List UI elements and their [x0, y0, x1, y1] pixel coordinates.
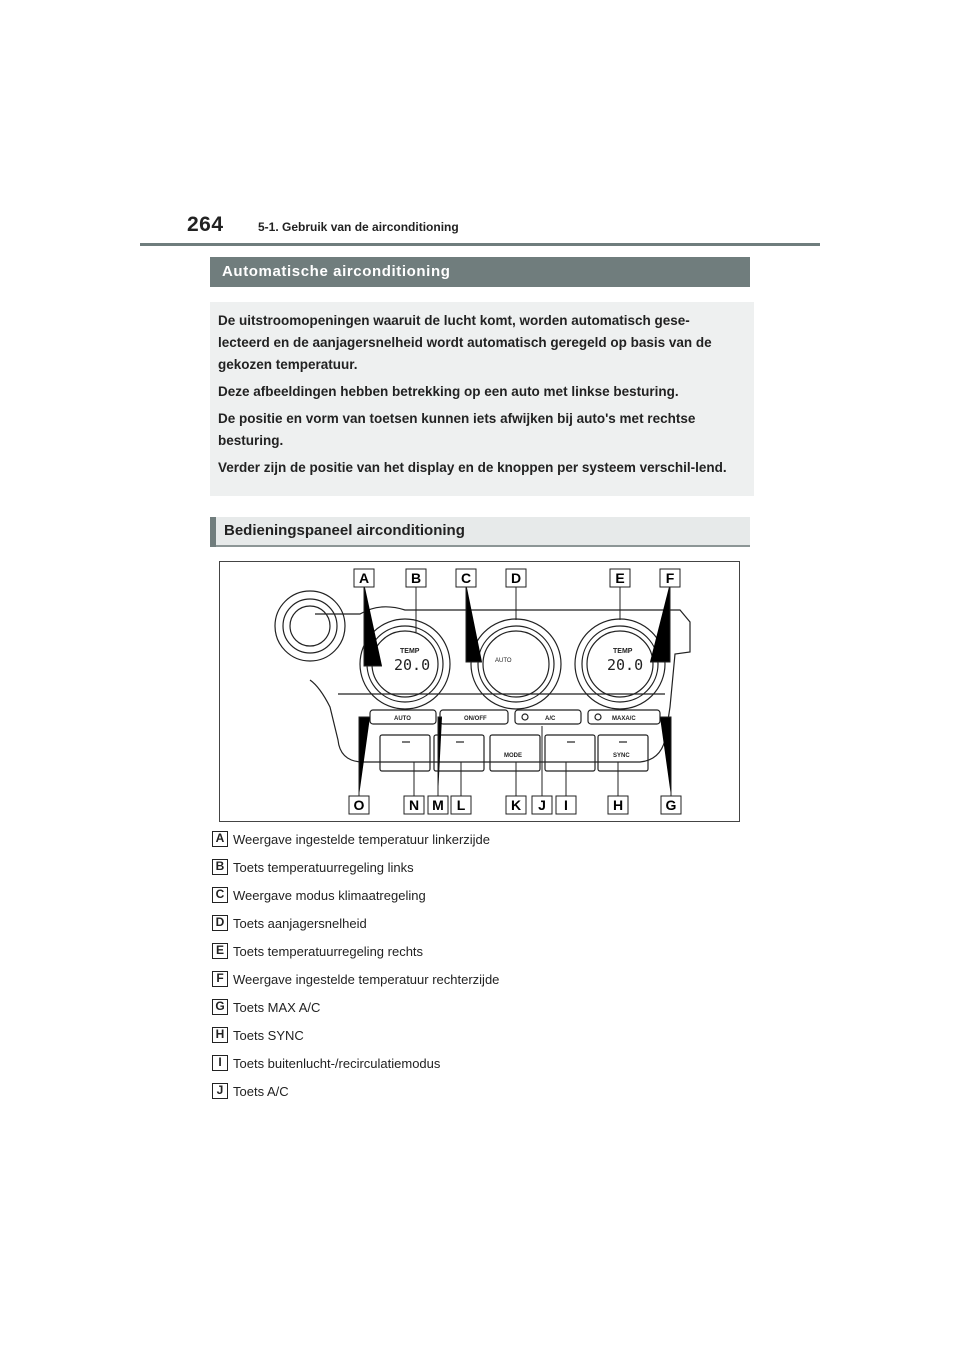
callout-K: K	[510, 797, 522, 813]
legend-letter: A	[212, 831, 228, 847]
auto-button-label: AUTO	[394, 716, 411, 722]
legend-text: Toets SYNC	[233, 1028, 304, 1043]
callout-N: N	[408, 797, 420, 813]
recirculation-button	[545, 735, 595, 771]
legend-letter: J	[212, 1083, 228, 1099]
callout-F: F	[665, 570, 675, 586]
heading-automatic-ac: Automatische airconditioning	[210, 257, 750, 287]
control-panel-illustration	[220, 562, 741, 823]
rear-defrost-button	[434, 735, 484, 771]
callout-E: E	[615, 570, 625, 586]
legend-letter: F	[212, 971, 228, 987]
callout-L: L	[456, 797, 466, 813]
callout-C: C	[460, 570, 472, 586]
heading-control-panel-text: Bedieningspaneel airconditioning	[224, 522, 465, 539]
callout-D: D	[510, 570, 522, 586]
heading-accent-bar	[210, 517, 216, 547]
legend-letter: B	[212, 859, 228, 875]
section-title: 5-1. Gebruik van de airconditioning	[258, 220, 459, 234]
callout-M: M	[432, 797, 444, 813]
legend-text: Weergave modus klimaatregeling	[233, 888, 426, 903]
legend-item	[212, 857, 772, 885]
legend-text: Toets temperatuurregeling rechts	[233, 944, 424, 959]
legend-text: Toets A/C	[233, 1084, 289, 1099]
callout-G: G	[665, 797, 677, 813]
legend-letter: D	[212, 915, 228, 931]
right-display-value: 20.0	[607, 656, 644, 674]
legend-item	[212, 1025, 772, 1053]
on-off-button-label: ON/OFF	[464, 716, 487, 722]
legend-item	[212, 1081, 772, 1109]
sync-button-label: SYNC	[613, 753, 630, 759]
legend-text: Weergave ingestelde temperatuur linkerzijde	[233, 832, 491, 847]
legend-item	[212, 1053, 772, 1081]
legend-text: Toets aanjagersnelheid	[233, 916, 367, 931]
callout-A: A	[358, 570, 370, 586]
air-vent	[275, 591, 345, 661]
intro-box	[210, 302, 754, 496]
legend-item	[212, 997, 772, 1025]
callout-B: B	[410, 570, 422, 586]
legend-letter: H	[212, 1027, 228, 1043]
legend-item	[212, 941, 772, 969]
control-panel-figure	[219, 561, 740, 822]
mode-button-label: MODE	[504, 753, 522, 759]
ac-button-label: A/C	[545, 716, 556, 722]
left-display-label: TEMP	[400, 648, 420, 655]
legend-text: Toets temperatuurregeling links	[233, 860, 414, 875]
legend-text: Toets buitenlucht-/recirculatiemodus	[233, 1056, 441, 1071]
front-defrost-button	[380, 735, 430, 771]
legend-letter: I	[212, 1055, 228, 1071]
intro-paragraph: De positie en vorm van toetsen kunnen iets afwijken bij auto's met rechtse besturing.	[218, 411, 696, 448]
legend-item	[212, 913, 772, 941]
fan-dial	[471, 619, 561, 709]
right-display-label: TEMP	[613, 648, 633, 655]
intro-paragraph: Deze afbeeldingen hebben betrekking op een auto met linkse besturing.	[218, 384, 679, 399]
max-ac-button-label: MAXA/C	[612, 716, 636, 722]
legend-letter: C	[212, 887, 228, 903]
legend-text: Toets MAX A/C	[233, 1000, 321, 1015]
heading-control-panel	[210, 517, 750, 547]
callout-J: J	[538, 797, 546, 813]
page-number: 264	[187, 213, 224, 236]
callout-H: H	[612, 797, 624, 813]
legend-list	[212, 829, 772, 1109]
legend-letter: G	[212, 999, 228, 1015]
legend-item	[212, 829, 772, 857]
legend-item	[212, 969, 772, 997]
center-display-label: AUTO	[495, 658, 512, 664]
intro-paragraph: Verder zijn de positie van het display en de knoppen per systeem verschil-lend.	[218, 460, 727, 475]
legend-item	[212, 885, 772, 913]
header-divider	[140, 243, 820, 246]
legend-text: Weergave ingestelde temperatuur rechterzijde	[233, 972, 500, 987]
left-display-value: 20.0	[394, 656, 431, 674]
legend-letter: E	[212, 943, 228, 959]
intro-paragraph: De uitstroomopeningen waaruit de lucht komt, worden automatisch gese-lecteerd en de aanjagersnelheid wordt automatisch geregeld op basis van de gekozen temperatuur.	[218, 313, 712, 372]
callout-I: I	[564, 797, 568, 813]
callout-O: O	[353, 797, 365, 813]
